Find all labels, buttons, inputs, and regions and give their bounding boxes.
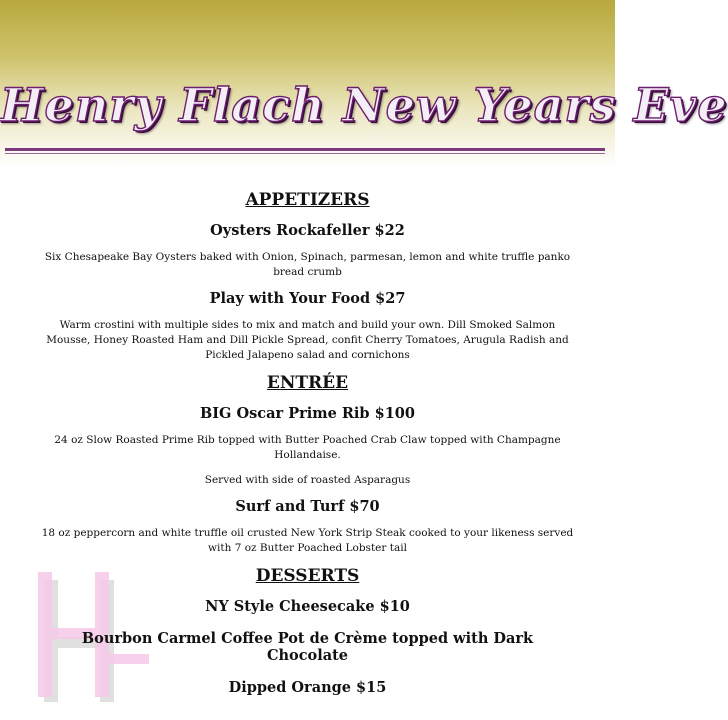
menu-item-description: 18 oz peppercorn and white truffle oil crusted New York Strip Steak cooked to your likeness served with 7 oz Butter Poached Lobster tail — [41, 527, 574, 554]
section-heading-desserts: DESSERTS — [255, 566, 360, 586]
section-heading-appetizers: APPETIZERS — [245, 190, 370, 210]
section-heading-entree: ENTRÉE — [266, 373, 349, 393]
title-rule — [5, 148, 605, 151]
menu-item-name: Surf and Turf $70 — [235, 498, 380, 515]
dessert-item: Bourbon Carmel Coffee Pot de Crème topped with Dark Chocolate — [81, 630, 534, 664]
menu-item-note: Served with side of roasted Asparagus — [204, 474, 411, 486]
dessert-item: Dipped Orange $15 — [228, 679, 387, 696]
menu-item-description: Six Chesapeake Bay Oysters baked with Onion, Spinach, parmesan, lemon and white truffle panko bread crumb — [44, 251, 571, 278]
menu-item-name: BIG Oscar Prime Rib $100 — [200, 405, 415, 422]
menu-title: Henry Flach New Years Eve — [0, 78, 728, 132]
menu-item-description: 24 oz Slow Roasted Prime Rib topped with Butter Poached Crab Claw topped with Champagne Hollandaise. — [54, 434, 561, 461]
menu-item-description: Warm crostini with multiple sides to mix and match and build your own. Dill Smoked Salmon Mousse, Honey Roasted Ham and Dill Pickle Spread, confit Cherry Tomatoes, Arugula Radish and Pickled Jalapeno salad and cornichons — [46, 319, 569, 361]
menu-item-name: Play with Your Food $27 — [209, 290, 406, 307]
dessert-item: NY Style Cheesecake $10 — [205, 598, 410, 615]
menu-item-name: Oysters Rockafeller $22 — [210, 222, 405, 239]
title-rule-thin — [5, 153, 605, 154]
menu-body — [40, 190, 575, 711]
